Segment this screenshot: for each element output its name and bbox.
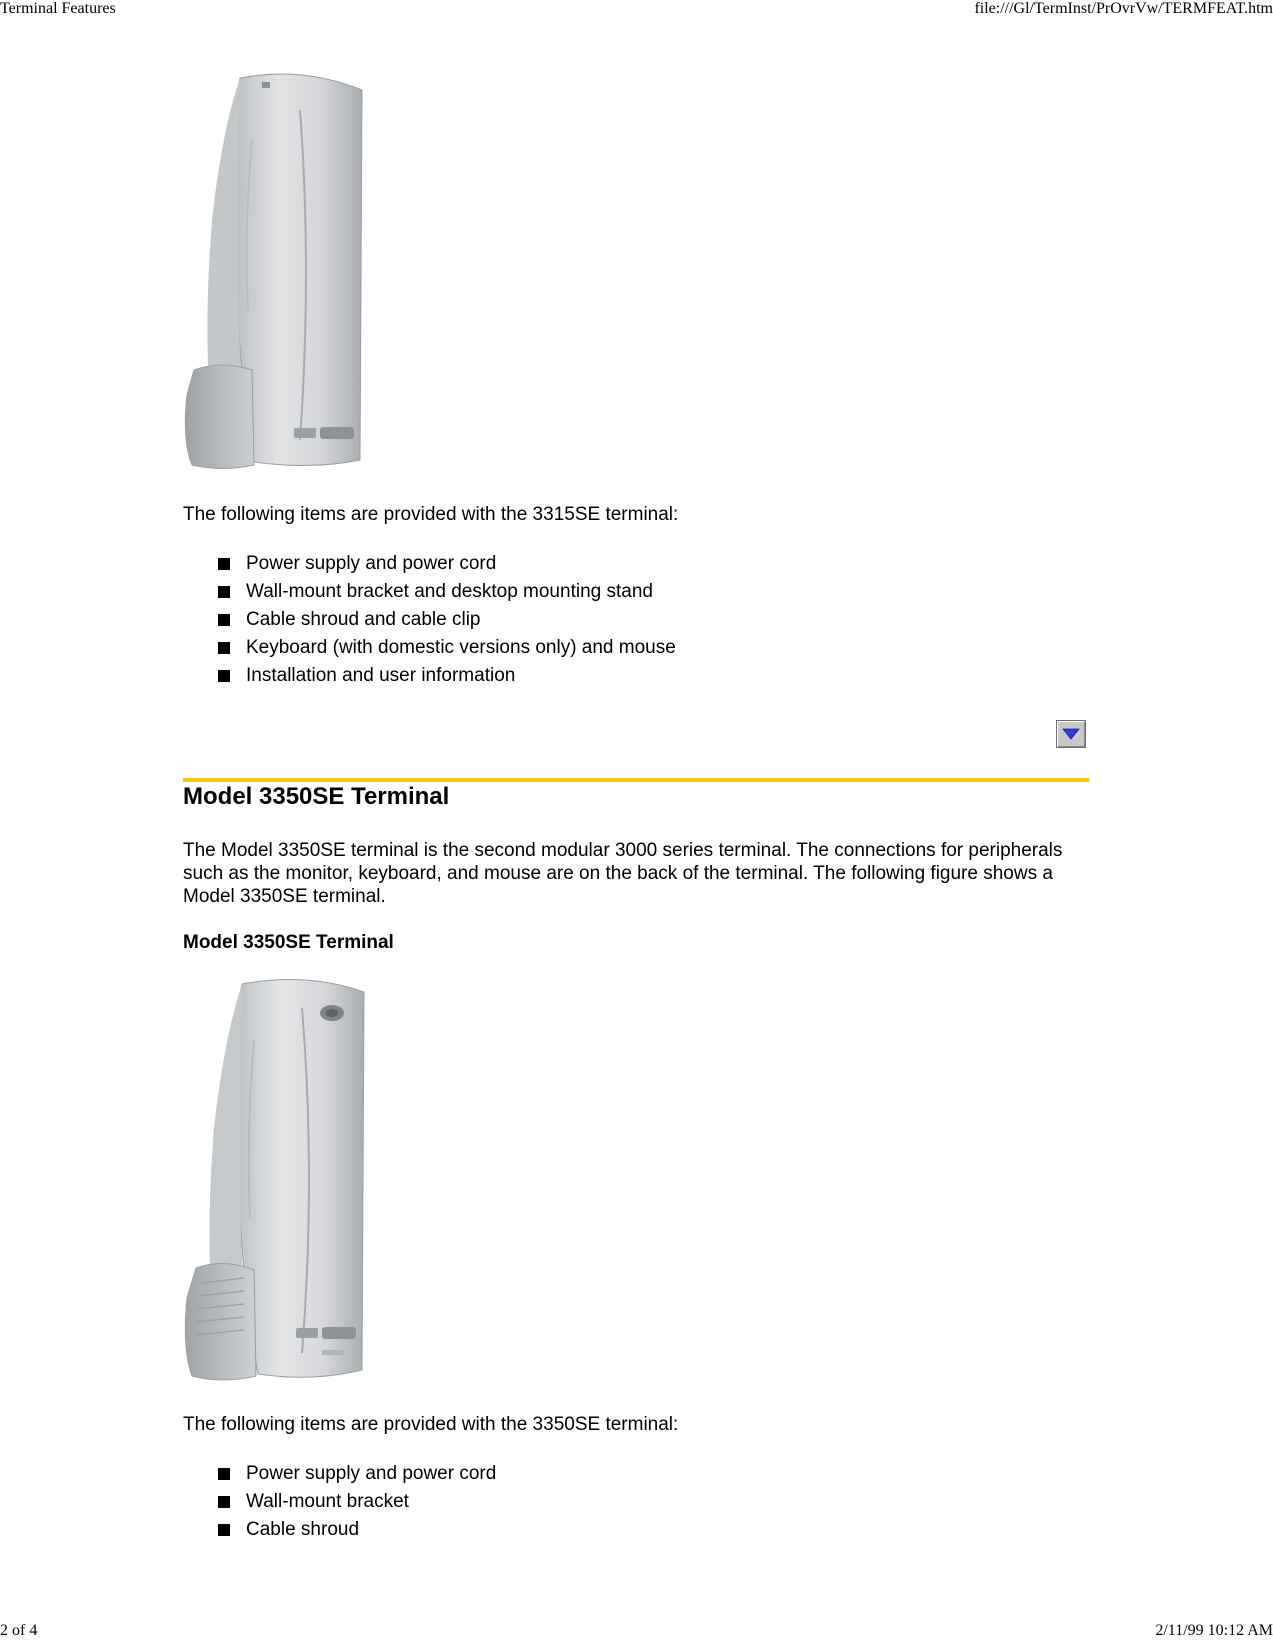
square-bullet-icon (218, 586, 230, 598)
description-3350se: The Model 3350SE terminal is the second modular 3000 series terminal. The connections for peripherals such as the monitor, keyboard, and mouse are on the back of the terminal. The following figure shows a Model 3350SE terminal. (183, 840, 1063, 907)
section-heading-3350se: Model 3350SE Terminal (183, 783, 450, 810)
terminal-3315se-image (182, 70, 372, 475)
page-title-header: Terminal Features (0, 0, 116, 17)
items-intro-3315se: The following items are provided with the 3315SE terminal: (183, 504, 679, 525)
square-bullet-icon (218, 1468, 230, 1480)
square-bullet-icon (218, 558, 230, 570)
next-section-button[interactable] (1056, 720, 1086, 748)
items-intro-3350se: The following items are provided with the 3350SE terminal: (183, 1414, 679, 1435)
list-item: Cable shroud and cable clip (217, 606, 676, 634)
list-item: Power supply and power cord (217, 550, 676, 578)
terminal-3350se-image (182, 978, 374, 1385)
list-item: Installation and user information (217, 662, 676, 690)
square-bullet-icon (218, 614, 230, 626)
page-url-header: file:///Gl/TermInst/PrOvrVw/TERMFEAT.htm (974, 0, 1273, 17)
page-number-footer: 2 of 4 (0, 1622, 38, 1639)
items-list-3350se (217, 1460, 496, 1544)
list-item: Wall-mount bracket (217, 1488, 496, 1516)
list-item: Power supply and power cord (217, 1460, 496, 1488)
items-list-3315se (217, 550, 676, 690)
square-bullet-icon (218, 1524, 230, 1536)
square-bullet-icon (218, 670, 230, 682)
timestamp-footer: 2/11/99 10:12 AM (1155, 1622, 1273, 1639)
list-item: Cable shroud (217, 1516, 496, 1544)
down-arrow-icon (1062, 728, 1080, 740)
square-bullet-icon (218, 642, 230, 654)
list-item: Keyboard (with domestic versions only) and mouse (217, 634, 676, 662)
list-item: Wall-mount bracket and desktop mounting stand (217, 578, 676, 606)
figure-caption-3350se: Model 3350SE Terminal (183, 932, 394, 953)
square-bullet-icon (218, 1496, 230, 1508)
